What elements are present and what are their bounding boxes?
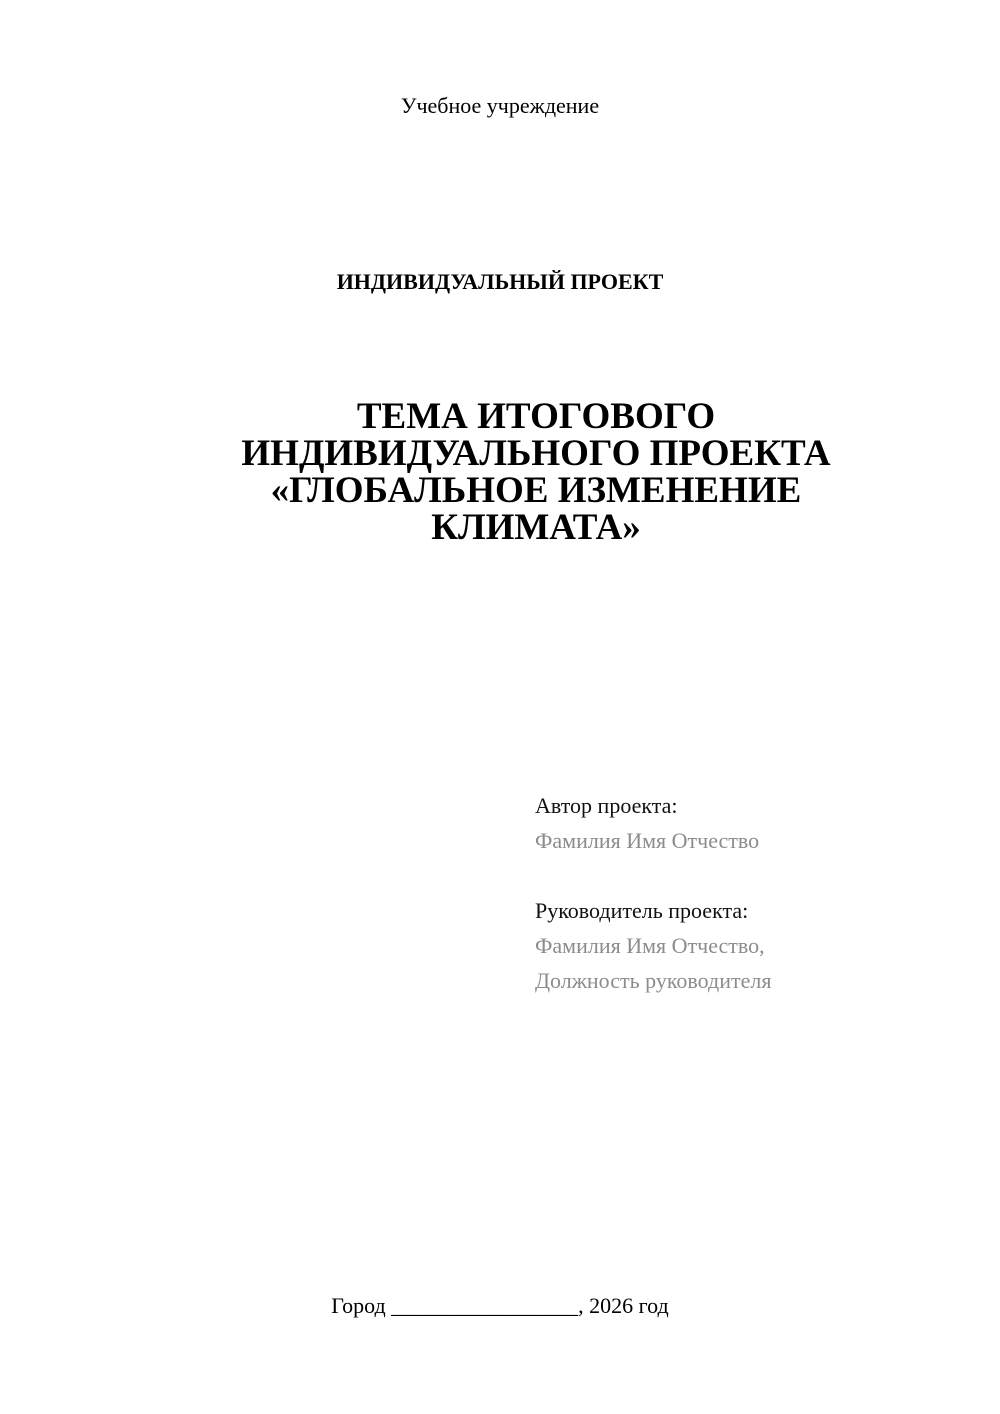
city-year-line: Город _________________, 2026 год (331, 1293, 669, 1318)
institution-name: Учебное учреждение (400, 93, 600, 118)
project-title-line: ИНДИВИДУАЛЬНОГО ПРОЕКТА (241, 433, 831, 474)
spacer (535, 858, 975, 893)
project-title-line: КЛИМАТА» (431, 507, 641, 548)
project-title (200, 398, 872, 546)
author-name: Фамилия Имя Отчество (535, 828, 760, 853)
supervisor-position: Должность руководителя (535, 968, 772, 993)
project-title-line: «ГЛОБАЛЬНОЕ ИЗМЕНЕНИЕ (270, 470, 802, 511)
supervisor-label: Руководитель проекта: (535, 898, 749, 923)
project-type-label: ИНДИВИДУАЛЬНЫЙ ПРОЕКТ (336, 269, 664, 294)
project-title-line: ТЕМА ИТОГОВОГО (356, 396, 716, 437)
author-label: Автор проекта: (535, 793, 678, 818)
supervisor-name: Фамилия Имя Отчество, (535, 933, 765, 958)
project-people-block (535, 788, 975, 998)
